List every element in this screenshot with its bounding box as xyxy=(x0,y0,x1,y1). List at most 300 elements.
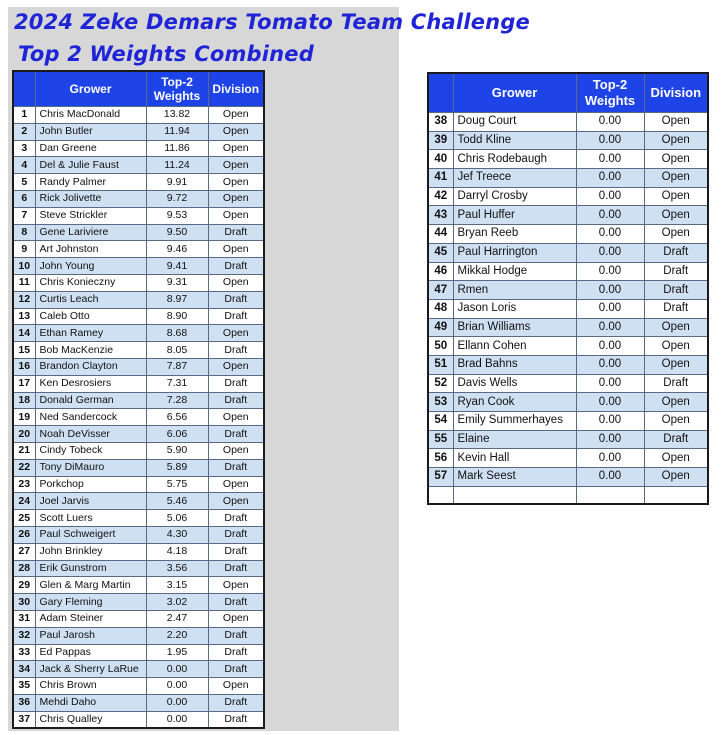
rank-cell: 44 xyxy=(428,225,453,244)
rank-cell: 45 xyxy=(428,243,453,262)
rank-cell: 24 xyxy=(13,493,35,510)
table-row xyxy=(13,157,264,174)
division-cell: Draft xyxy=(208,644,264,661)
weight-cell: 0.00 xyxy=(576,150,644,169)
table-row xyxy=(13,661,264,678)
grower-header: Grower xyxy=(35,71,146,107)
division-cell: Open xyxy=(208,174,264,191)
division-header: Division xyxy=(208,71,264,107)
division-cell: Open xyxy=(644,206,708,225)
rank-cell: 31 xyxy=(13,610,35,627)
grower-cell: Ned Sandercock xyxy=(35,409,146,426)
rank-cell: 21 xyxy=(13,442,35,459)
grower-cell: Tony DiMauro xyxy=(35,459,146,476)
weight-cell: 6.56 xyxy=(146,409,208,426)
rank-cell: 38 xyxy=(428,113,453,132)
division-header: Division xyxy=(644,73,708,113)
grower-cell: Erik Gunstrom xyxy=(35,560,146,577)
weight-cell: 0.00 xyxy=(576,281,644,300)
division-cell: Open xyxy=(644,412,708,431)
rank-cell: 55 xyxy=(428,430,453,449)
weight-cell: 0.00 xyxy=(576,169,644,188)
table-row xyxy=(428,150,708,169)
rank-cell: 10 xyxy=(13,258,35,275)
weight-cell: 5.75 xyxy=(146,476,208,493)
grower-cell: Mark Seest xyxy=(453,468,576,487)
grower-cell: Ethan Ramey xyxy=(35,325,146,342)
page-title: 2024 Zeke Demars Tomato Team Challenge xyxy=(14,10,530,34)
grower-cell: Steve Strickler xyxy=(35,207,146,224)
rank-cell: 18 xyxy=(13,392,35,409)
grower-cell: Cindy Tobeck xyxy=(35,442,146,459)
grower-cell: Chris Qualley xyxy=(35,711,146,728)
table-row xyxy=(13,610,264,627)
weight-cell: 0.00 xyxy=(576,355,644,374)
weight-cell: 8.90 xyxy=(146,308,208,325)
division-cell: Open xyxy=(208,358,264,375)
grower-cell: Elaine xyxy=(453,430,576,449)
weight-cell: 8.68 xyxy=(146,325,208,342)
header-row xyxy=(13,71,264,107)
grower-cell: Emily Summerhayes xyxy=(453,412,576,431)
grower-cell: Mehdi Daho xyxy=(35,694,146,711)
rank-cell: 17 xyxy=(13,375,35,392)
division-cell: Draft xyxy=(644,243,708,262)
division-cell: Open xyxy=(644,449,708,468)
division-cell: Draft xyxy=(208,627,264,644)
division-cell: Draft xyxy=(208,342,264,359)
grower-cell: Art Johnston xyxy=(35,241,146,258)
grower-cell: Mikkal Hodge xyxy=(453,262,576,281)
weight-cell: 0.00 xyxy=(576,374,644,393)
weight-cell: 0.00 xyxy=(146,661,208,678)
grower-cell: Glen & Marg Martin xyxy=(35,577,146,594)
weight-cell: 9.50 xyxy=(146,224,208,241)
weight-cell: 11.86 xyxy=(146,140,208,157)
division-cell: Draft xyxy=(208,224,264,241)
table-row xyxy=(428,225,708,244)
division-cell: Open xyxy=(208,476,264,493)
table-row xyxy=(13,543,264,560)
grower-cell: Paul Huffer xyxy=(453,206,576,225)
weights-header: Top-2 Weights xyxy=(576,73,644,113)
rank-cell: 16 xyxy=(13,358,35,375)
weight-cell: 5.06 xyxy=(146,510,208,527)
grower-cell: Noah DeVisser xyxy=(35,426,146,443)
rank-cell: 46 xyxy=(428,262,453,281)
table-row xyxy=(428,337,708,356)
table-row xyxy=(13,190,264,207)
weight-cell: 4.18 xyxy=(146,543,208,560)
rank-cell: 51 xyxy=(428,355,453,374)
table-row xyxy=(13,258,264,275)
table-row xyxy=(13,627,264,644)
table-row xyxy=(13,560,264,577)
weight-cell: 0.00 xyxy=(576,262,644,281)
table-row xyxy=(428,412,708,431)
division-cell: Draft xyxy=(208,661,264,678)
table-row xyxy=(13,358,264,375)
weight-cell: 5.46 xyxy=(146,493,208,510)
grower-cell: Donald German xyxy=(35,392,146,409)
division-cell: Draft xyxy=(208,392,264,409)
rank-cell: 50 xyxy=(428,337,453,356)
rank-cell: 20 xyxy=(13,426,35,443)
table-row xyxy=(13,442,264,459)
grower-cell: Darryl Crosby xyxy=(453,187,576,206)
rank-cell: 35 xyxy=(13,678,35,695)
weight-cell: 9.72 xyxy=(146,190,208,207)
grower-cell: Jack & Sherry LaRue xyxy=(35,661,146,678)
header-row xyxy=(428,73,708,113)
division-cell: Open xyxy=(208,123,264,140)
rank-cell: 42 xyxy=(428,187,453,206)
table-row xyxy=(13,526,264,543)
grower-cell: Todd Kline xyxy=(453,131,576,150)
rank-cell: 1 xyxy=(13,107,35,124)
rank-cell: 27 xyxy=(13,543,35,560)
rank-cell: 13 xyxy=(13,308,35,325)
weight-cell: 11.94 xyxy=(146,123,208,140)
rank-cell: 57 xyxy=(428,468,453,487)
weight-cell: 9.31 xyxy=(146,274,208,291)
weight-cell: 7.31 xyxy=(146,375,208,392)
grower-cell: Randy Palmer xyxy=(35,174,146,191)
rank-cell: 19 xyxy=(13,409,35,426)
rank-cell: 39 xyxy=(428,131,453,150)
weight-cell: 0.00 xyxy=(576,430,644,449)
division-cell: Draft xyxy=(644,299,708,318)
division-cell: Draft xyxy=(208,375,264,392)
table-row xyxy=(13,711,264,728)
rank-cell: 41 xyxy=(428,169,453,188)
table-row xyxy=(428,131,708,150)
rank-cell: 29 xyxy=(13,577,35,594)
grower-cell: Chris MacDonald xyxy=(35,107,146,124)
division-cell: Open xyxy=(208,577,264,594)
table-row xyxy=(13,409,264,426)
rank-cell: 4 xyxy=(13,157,35,174)
rank-cell: 2 xyxy=(13,123,35,140)
division-cell: Open xyxy=(644,169,708,188)
grower-cell: Brian Williams xyxy=(453,318,576,337)
weight-cell: 0.00 xyxy=(146,678,208,695)
division-cell: Open xyxy=(644,225,708,244)
weight-cell: 4.30 xyxy=(146,526,208,543)
rank-cell: 48 xyxy=(428,299,453,318)
division-cell: Open xyxy=(208,140,264,157)
division-cell: Open xyxy=(644,150,708,169)
weight-cell: 0.00 xyxy=(576,337,644,356)
table-row xyxy=(13,174,264,191)
grower-cell: Doug Court xyxy=(453,113,576,132)
division-cell: Draft xyxy=(208,526,264,543)
table-row xyxy=(13,375,264,392)
division-cell: Open xyxy=(644,187,708,206)
rank-cell: 22 xyxy=(13,459,35,476)
weight-cell: 1.95 xyxy=(146,644,208,661)
weight-cell: 9.41 xyxy=(146,258,208,275)
grower-cell: Bob MacKenzie xyxy=(35,342,146,359)
grower-cell: Jason Loris xyxy=(453,299,576,318)
empty-row xyxy=(428,486,708,504)
weight-cell: 9.91 xyxy=(146,174,208,191)
rank-header xyxy=(428,73,453,113)
weight-cell: 0.00 xyxy=(576,187,644,206)
empty-cell xyxy=(428,486,453,504)
table-row xyxy=(13,140,264,157)
rank-cell: 54 xyxy=(428,412,453,431)
table-row xyxy=(13,123,264,140)
division-cell: Draft xyxy=(644,281,708,300)
rank-cell: 26 xyxy=(13,526,35,543)
division-cell: Open xyxy=(208,274,264,291)
weight-cell: 0.00 xyxy=(576,449,644,468)
rank-cell: 32 xyxy=(13,627,35,644)
weight-cell: 7.28 xyxy=(146,392,208,409)
table-body-left xyxy=(13,107,264,729)
division-cell: Draft xyxy=(208,510,264,527)
grower-cell: Ellann Cohen xyxy=(453,337,576,356)
rank-cell: 12 xyxy=(13,291,35,308)
grower-cell: Scott Luers xyxy=(35,510,146,527)
table-row xyxy=(13,594,264,611)
grower-cell: John Brinkley xyxy=(35,543,146,560)
empty-cell xyxy=(453,486,576,504)
weights-header: Top-2 Weights xyxy=(146,71,208,107)
empty-cell xyxy=(576,486,644,504)
table-row xyxy=(13,476,264,493)
table-row xyxy=(428,206,708,225)
rank-cell: 3 xyxy=(13,140,35,157)
weight-cell: 2.20 xyxy=(146,627,208,644)
weight-cell: 7.87 xyxy=(146,358,208,375)
grower-cell: Chris Rodebaugh xyxy=(453,150,576,169)
weight-cell: 0.00 xyxy=(576,393,644,412)
division-cell: Draft xyxy=(644,430,708,449)
grower-cell: Ryan Cook xyxy=(453,393,576,412)
table-row xyxy=(13,274,264,291)
weight-cell: 6.06 xyxy=(146,426,208,443)
division-cell: Draft xyxy=(644,262,708,281)
division-cell: Open xyxy=(208,241,264,258)
table-row xyxy=(13,426,264,443)
division-cell: Open xyxy=(644,393,708,412)
weight-cell: 13.82 xyxy=(146,107,208,124)
division-cell: Open xyxy=(208,107,264,124)
weight-cell: 0.00 xyxy=(576,113,644,132)
grower-header: Grower xyxy=(453,73,576,113)
table-row xyxy=(13,459,264,476)
grower-cell: Porkchop xyxy=(35,476,146,493)
grower-cell: Dan Greene xyxy=(35,140,146,157)
weight-cell: 0.00 xyxy=(576,318,644,337)
table-row xyxy=(428,374,708,393)
grower-cell: Gary Fleming xyxy=(35,594,146,611)
table-row xyxy=(428,169,708,188)
grower-cell: Caleb Otto xyxy=(35,308,146,325)
rank-cell: 53 xyxy=(428,393,453,412)
table-row xyxy=(428,430,708,449)
rank-cell: 52 xyxy=(428,374,453,393)
rank-cell: 33 xyxy=(13,644,35,661)
weight-cell: 11.24 xyxy=(146,157,208,174)
table-row xyxy=(13,577,264,594)
weight-cell: 8.05 xyxy=(146,342,208,359)
division-cell: Open xyxy=(208,678,264,695)
table-row xyxy=(428,113,708,132)
grower-cell: Brandon Clayton xyxy=(35,358,146,375)
table-row xyxy=(13,644,264,661)
grower-cell: Rmen xyxy=(453,281,576,300)
rank-cell: 30 xyxy=(13,594,35,611)
page-subtitle: Top 2 Weights Combined xyxy=(18,42,314,66)
division-cell: Open xyxy=(208,610,264,627)
division-cell: Draft xyxy=(208,459,264,476)
rank-cell: 23 xyxy=(13,476,35,493)
grower-cell: Paul Harrington xyxy=(453,243,576,262)
grower-cell: Rick Jolivette xyxy=(35,190,146,207)
weight-cell: 2.47 xyxy=(146,610,208,627)
rank-cell: 47 xyxy=(428,281,453,300)
rank-cell: 11 xyxy=(13,274,35,291)
division-cell: Open xyxy=(208,190,264,207)
weight-cell: 9.46 xyxy=(146,241,208,258)
rank-cell: 25 xyxy=(13,510,35,527)
division-cell: Open xyxy=(644,468,708,487)
table-row xyxy=(428,468,708,487)
division-cell: Open xyxy=(644,337,708,356)
table-row xyxy=(13,392,264,409)
grower-cell: John Butler xyxy=(35,123,146,140)
grower-cell: Brad Bahns xyxy=(453,355,576,374)
weight-cell: 0.00 xyxy=(576,206,644,225)
division-cell: Open xyxy=(208,409,264,426)
table-row xyxy=(13,241,264,258)
weight-cell: 0.00 xyxy=(576,468,644,487)
table-row xyxy=(428,299,708,318)
grower-cell: Chris Konieczny xyxy=(35,274,146,291)
table-row xyxy=(428,262,708,281)
standings-table-right xyxy=(427,72,709,505)
rank-cell: 34 xyxy=(13,661,35,678)
table-row xyxy=(13,308,264,325)
table-row xyxy=(13,224,264,241)
table-row xyxy=(428,355,708,374)
table-row xyxy=(428,393,708,412)
division-cell: Draft xyxy=(208,291,264,308)
table-row xyxy=(428,243,708,262)
weight-cell: 5.89 xyxy=(146,459,208,476)
table-row xyxy=(13,325,264,342)
grower-cell: Curtis Leach xyxy=(35,291,146,308)
division-cell: Draft xyxy=(208,308,264,325)
table-row xyxy=(13,694,264,711)
rank-cell: 15 xyxy=(13,342,35,359)
grower-cell: Del & Julie Faust xyxy=(35,157,146,174)
division-cell: Draft xyxy=(208,594,264,611)
weight-cell: 0.00 xyxy=(576,131,644,150)
division-cell: Open xyxy=(644,318,708,337)
grower-cell: Adam Steiner xyxy=(35,610,146,627)
rank-cell: 49 xyxy=(428,318,453,337)
grower-cell: John Young xyxy=(35,258,146,275)
rank-cell: 14 xyxy=(13,325,35,342)
division-cell: Open xyxy=(644,113,708,132)
rank-cell: 36 xyxy=(13,694,35,711)
rank-cell: 9 xyxy=(13,241,35,258)
table-row xyxy=(428,187,708,206)
rank-cell: 40 xyxy=(428,150,453,169)
weight-cell: 3.56 xyxy=(146,560,208,577)
division-cell: Draft xyxy=(208,711,264,728)
grower-cell: Davis Wells xyxy=(453,374,576,393)
grower-cell: Kevin Hall xyxy=(453,449,576,468)
rank-header xyxy=(13,71,35,107)
division-cell: Draft xyxy=(208,258,264,275)
table-row xyxy=(13,493,264,510)
rank-cell: 56 xyxy=(428,449,453,468)
weight-cell: 3.15 xyxy=(146,577,208,594)
division-cell: Open xyxy=(644,355,708,374)
division-cell: Open xyxy=(208,157,264,174)
rank-cell: 37 xyxy=(13,711,35,728)
weight-cell: 3.02 xyxy=(146,594,208,611)
table-row xyxy=(13,207,264,224)
division-cell: Draft xyxy=(644,374,708,393)
division-cell: Open xyxy=(208,325,264,342)
table-row xyxy=(428,318,708,337)
weight-cell: 8.97 xyxy=(146,291,208,308)
table-row xyxy=(13,510,264,527)
rank-cell: 28 xyxy=(13,560,35,577)
grower-cell: Jef Treece xyxy=(453,169,576,188)
division-cell: Open xyxy=(208,442,264,459)
table-row xyxy=(428,449,708,468)
table-row xyxy=(13,107,264,124)
weight-cell: 0.00 xyxy=(576,299,644,318)
grower-cell: Gene Lariviere xyxy=(35,224,146,241)
grower-cell: Ed Pappas xyxy=(35,644,146,661)
division-cell: Open xyxy=(208,207,264,224)
rank-cell: 5 xyxy=(13,174,35,191)
rank-cell: 6 xyxy=(13,190,35,207)
standings-table-left xyxy=(12,70,265,729)
division-cell: Draft xyxy=(208,560,264,577)
empty-cell xyxy=(644,486,708,504)
rank-cell: 43 xyxy=(428,206,453,225)
table-body-right xyxy=(428,113,708,504)
weight-cell: 0.00 xyxy=(576,412,644,431)
table-row xyxy=(13,291,264,308)
division-cell: Open xyxy=(644,131,708,150)
division-cell: Draft xyxy=(208,426,264,443)
table-row xyxy=(13,678,264,695)
weight-cell: 0.00 xyxy=(576,225,644,244)
weight-cell: 9.53 xyxy=(146,207,208,224)
weight-cell: 0.00 xyxy=(576,243,644,262)
weight-cell: 5.90 xyxy=(146,442,208,459)
grower-cell: Paul Schweigert xyxy=(35,526,146,543)
weight-cell: 0.00 xyxy=(146,694,208,711)
grower-cell: Ken Desrosiers xyxy=(35,375,146,392)
division-cell: Draft xyxy=(208,694,264,711)
grower-cell: Chris Brown xyxy=(35,678,146,695)
rank-cell: 7 xyxy=(13,207,35,224)
table-row xyxy=(13,342,264,359)
grower-cell: Bryan Reeb xyxy=(453,225,576,244)
division-cell: Open xyxy=(208,493,264,510)
